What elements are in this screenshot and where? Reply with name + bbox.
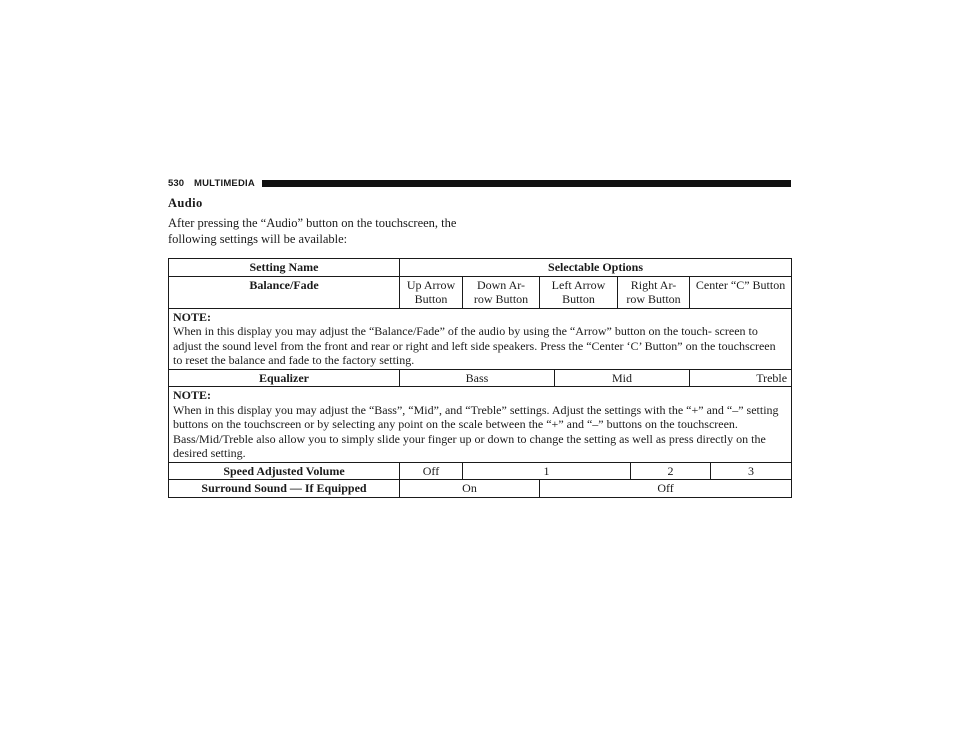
page-header	[168, 178, 791, 190]
setting-equalizer: Equalizer	[169, 369, 400, 387]
option-3: 3	[711, 462, 792, 480]
header-rule	[262, 180, 791, 187]
option-bass: Bass	[400, 369, 555, 387]
section-heading: Audio	[168, 196, 203, 210]
setting-surround-sound: Surround Sound — If Equipped	[169, 480, 400, 498]
table-row-equalizer	[169, 369, 792, 387]
option-left-arrow: Left Arrow Button	[540, 276, 618, 308]
option-off: Off	[540, 480, 792, 498]
option-center-c: Center “C” Button	[690, 276, 792, 308]
note-equalizer	[169, 387, 792, 463]
option-off: Off	[400, 462, 463, 480]
setting-balance-fade: Balance/Fade	[169, 276, 400, 308]
option-up-arrow: Up Arrow Button	[400, 276, 463, 308]
table-row-note-equalizer	[169, 387, 792, 463]
option-right-arrow: Right Ar- row Button	[618, 276, 690, 308]
header-setting-name: Setting Name	[169, 259, 400, 277]
option-1: 1	[463, 462, 631, 480]
page-number: 530	[168, 178, 185, 189]
table-header-row	[169, 259, 792, 277]
option-2: 2	[631, 462, 711, 480]
note-label: NOTE:	[173, 309, 212, 324]
header-selectable-options: Selectable Options	[400, 259, 792, 277]
table-row-note-balance	[169, 308, 792, 369]
intro-paragraph: After pressing the “Audio” button on the touchscreen, the following settings will be available:	[168, 216, 457, 246]
option-on: On	[400, 480, 540, 498]
note-text: When in this display you may adjust the “Balance/Fade” of the audio by using the “Arrow” button on the touch- screen to adjust the sound level from the front and rear or right and left side speakers. Press the “Center ‘C’ Button” on the touchscreen to reset the balance and fade to the factory setting.	[173, 324, 776, 367]
note-label: NOTE:	[173, 388, 212, 402]
setting-speed-adjusted-volume: Speed Adjusted Volume	[169, 462, 400, 480]
option-down-arrow: Down Ar- row Button	[463, 276, 540, 308]
table-row-balance	[169, 276, 792, 308]
audio-settings-table	[168, 258, 792, 498]
table-row-speed-volume	[169, 462, 792, 480]
table-row-surround-sound	[169, 480, 792, 498]
option-mid: Mid	[555, 369, 690, 387]
note-text: When in this display you may adjust the “Bass”, “Mid”, and “Treble” settings. Adjust the settings with the “+” and “–” setting buttons on the touchscreen or by selecting any point on the scale between the “+” and “–” buttons on the touchscreen. Bass/Mid/Treble also allow you to simply slide your finger up or down to change the setting as well as press directly on the desired setting.	[173, 402, 779, 460]
option-treble: Treble	[690, 369, 792, 387]
section-title: MULTIMEDIA	[194, 178, 255, 189]
note-balance	[169, 308, 792, 369]
